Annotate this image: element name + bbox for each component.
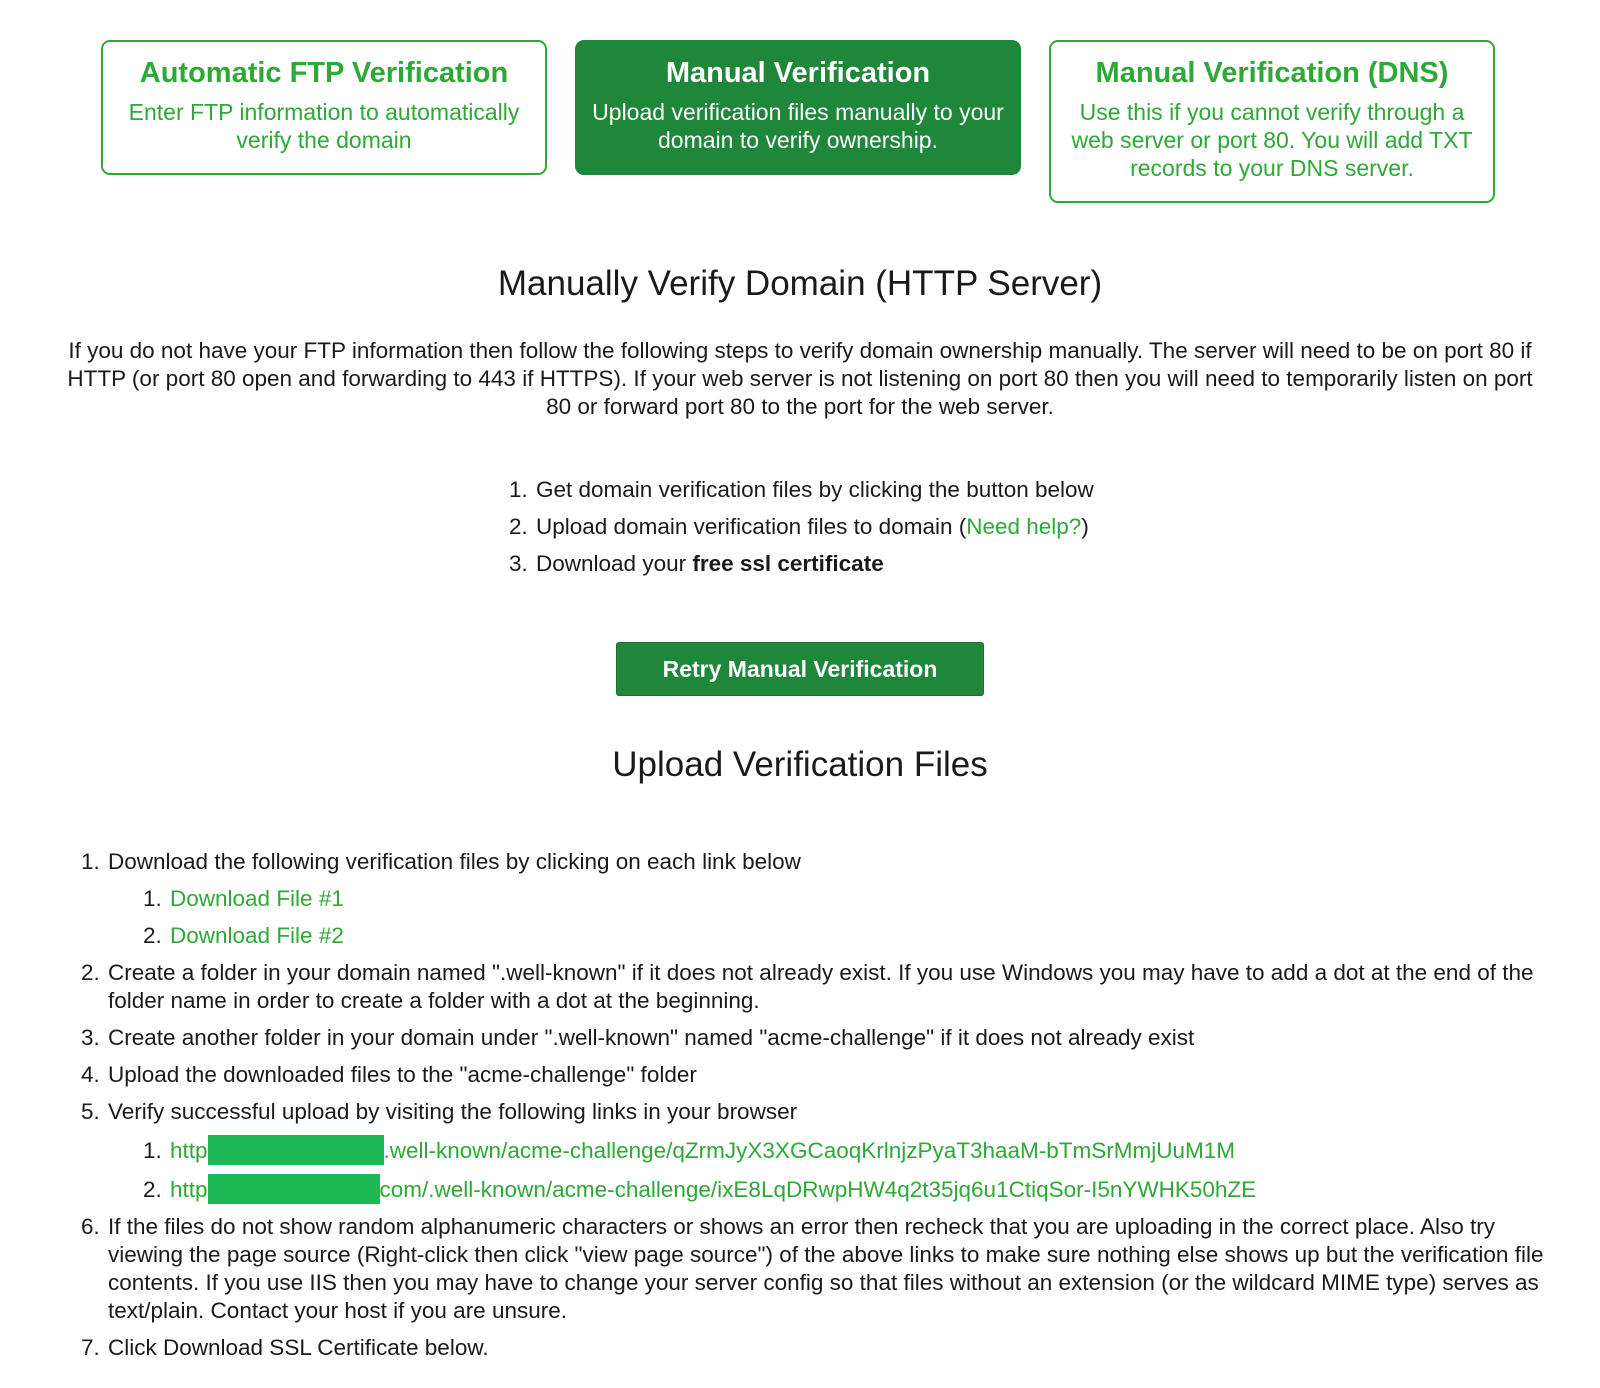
card-title: Manual Verification — [665, 57, 931, 89]
instruction-text: Create another folder in your domain under ".well-known" named "acme-challenge" if it does not already exist — [108, 1025, 1195, 1050]
instruction-text: Click Download SSL Certificate below. — [108, 1335, 489, 1360]
card-automatic-ftp[interactable] — [101, 40, 547, 175]
link-suffix: .well-known/acme-challenge/qZrmJyX3XGCaoqKrlnjzPyaT3haaM-bTmSrMmjUuM1M — [383, 1138, 1236, 1163]
step-text: Get domain verification files by clicking the button below — [536, 477, 1094, 502]
list-item — [106, 1334, 1546, 1362]
card-title: Manual Verification (DNS) — [1095, 57, 1449, 89]
link-prefix: http — [170, 1138, 208, 1163]
verification-link-1[interactable] — [170, 1138, 1235, 1163]
download-files-list — [108, 885, 1546, 950]
list-item — [106, 959, 1546, 1015]
upload-section-title: Upload Verification Files — [612, 745, 988, 784]
list-item — [534, 513, 1094, 541]
verification-link-2[interactable] — [170, 1177, 1256, 1202]
list-item — [106, 1024, 1546, 1052]
step-text: Download your — [536, 551, 693, 576]
redaction-block — [208, 1135, 384, 1165]
list-item — [168, 1135, 1546, 1165]
retry-manual-verification-button[interactable]: Retry Manual Verification — [616, 642, 984, 696]
download-file-1-link[interactable]: Download File #1 — [170, 886, 344, 911]
step-text: ) — [1081, 514, 1089, 539]
need-help-link[interactable]: Need help? — [966, 514, 1082, 539]
list-item — [106, 1213, 1546, 1325]
list-item — [534, 550, 1094, 578]
intro-text: If you do not have your FTP information then follow the following steps to verify domain ownership manually. The server will need to be on port 80 if HTTP (or port 80 open and forwarding to 443 if HTTPS). If your web server is not listening on port 80 then you will need to temporarily listen on port 80 or forward port 80 to the port for the web server. — [67, 338, 1533, 419]
list-item — [168, 1174, 1546, 1204]
instruction-text: Download the following verification files by clicking on each link below — [108, 849, 801, 874]
verification-links-list — [108, 1135, 1546, 1204]
step-text: Upload domain verification files to domain ( — [536, 514, 967, 539]
steps-list — [504, 476, 1094, 587]
card-description: Use this if you cannot verify through a web server or port 80. You will add TXT records to your DNS server. — [1071, 99, 1473, 181]
list-item — [106, 1098, 1546, 1204]
instruction-text: If the files do not show random alphanumeric characters or shows an error then recheck that you are uploading in the correct place. Also try viewing the page source (Right-click then click "view page source") of the above links to make sure nothing else shows up but the verification file contents. If you use IIS then you may have to change your server config so that files without an extension (or the wildcard MIME type) serves as text/plain. Contact your host if you are unsure. — [108, 1214, 1544, 1323]
list-item — [106, 848, 1546, 950]
instruction-text: Create a folder in your domain named ".well-known" if it does not already exist. If you use Windows you may have to add a dot at the end of the folder name in order to create a folder with a dot at the beginning. — [108, 960, 1534, 1013]
link-prefix: http — [170, 1177, 208, 1202]
card-description: Upload verification files manually to your domain to verify ownership. — [592, 99, 1004, 153]
instruction-text: Upload the downloaded files to the "acme-challenge" folder — [108, 1062, 697, 1087]
free-ssl-emphasis: free ssl certificate — [692, 551, 884, 576]
list-item — [106, 1061, 1546, 1089]
page-title: Manually Verify Domain (HTTP Server) — [497, 264, 1103, 303]
list-item — [168, 922, 1546, 950]
list-item — [168, 885, 1546, 913]
list-item — [534, 476, 1094, 504]
redaction-block — [208, 1174, 380, 1204]
instruction-text: Verify successful upload by visiting the following links in your browser — [108, 1099, 798, 1124]
card-manual-verification[interactable] — [575, 40, 1021, 175]
upload-instructions-list — [76, 848, 1546, 1371]
download-file-2-link[interactable]: Download File #2 — [170, 923, 344, 948]
link-suffix: com/.well-known/acme-challenge/ixE8LqDRwpHW4q2t35jq6u1CtiqSor-I5nYWHK50hZE — [379, 1177, 1257, 1202]
card-description: Enter FTP information to automatically verify the domain — [128, 99, 520, 153]
card-title: Automatic FTP Verification — [139, 57, 509, 89]
card-manual-dns[interactable] — [1049, 40, 1495, 203]
